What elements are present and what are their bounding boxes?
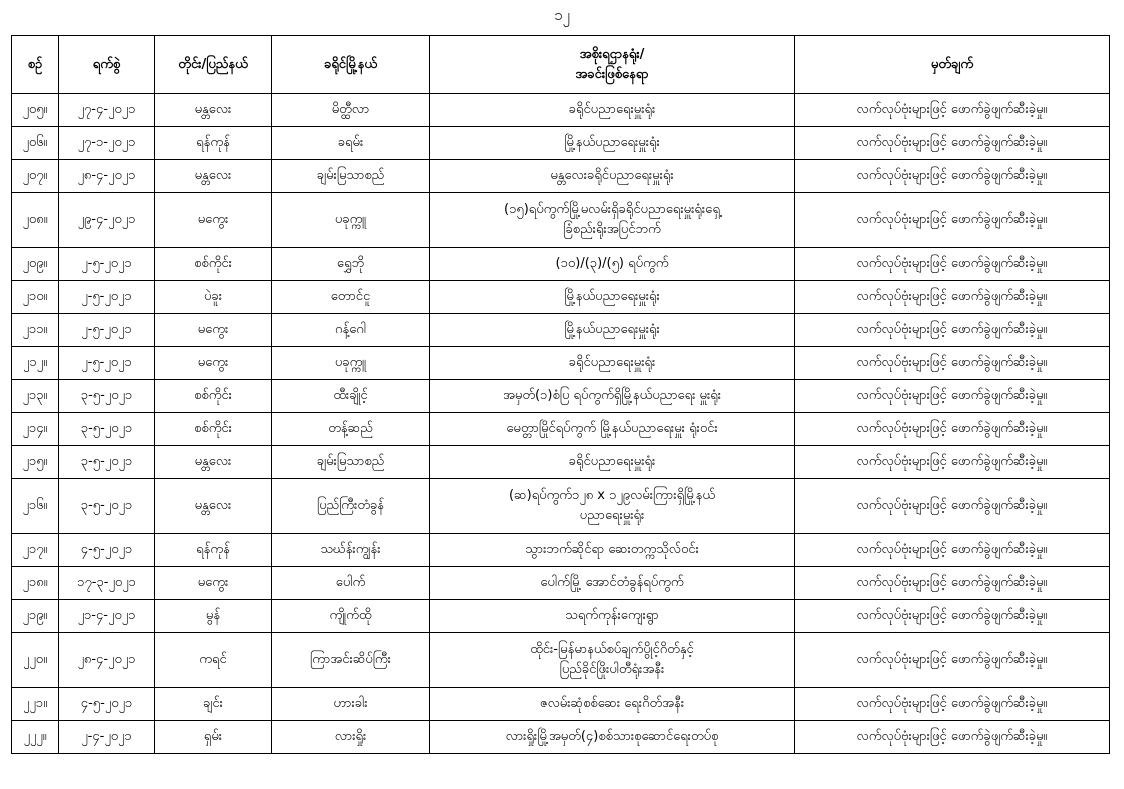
cell-office: (၁၀)/(၃)/(၅) ရပ်ကွက် [430,248,795,281]
cell-region: မွန် [155,600,272,633]
table-row [12,380,1110,413]
cell-no: ၂၁၀။ [12,281,59,314]
header-date: ရက်စွဲ [59,36,155,94]
cell-no: ၂၀၆။ [12,127,59,160]
cell-office: ခရိုင်ပညာရေးမှူးရုံး [430,446,795,479]
cell-remark: လက်လုပ်ဗုံးများဖြင့် ဖောက်ခွဲဖျက်ဆီးခဲ့မှု။ [795,534,1110,567]
cell-office: မြို့နယ်ပညာရေးမှူးရုံး [430,281,795,314]
cell-region: ရှမ်း [155,721,272,754]
table-row [12,94,1110,127]
cell-township: ပခုက္ကူ [272,193,430,248]
cell-office-line1: ထိုင်း-မြန်မာနယ်စပ်ချက်ပွိုင့်ဂိတ်နှင့် [530,642,694,657]
header-office-line1: အစိုးရဌာနရုံး/ [579,46,645,62]
header-township: ခရိုင်မြို့နယ် [272,36,430,94]
table-row [12,633,1110,688]
cell-no: ၂၀၉။ [12,248,59,281]
cell-no: ၂၁၉။ [12,600,59,633]
cell-township: ချမ်းမြသာစည် [272,446,430,479]
table-row [12,534,1110,567]
cell-remark: လက်လုပ်ဗုံးများဖြင့် ဖောက်ခွဲဖျက်ဆီးခဲ့မှု။ [795,413,1110,446]
table-row [12,721,1110,754]
cell-office: ခရိုင်ပညာရေးမှူးရုံး [430,94,795,127]
cell-office [430,633,795,688]
cell-region: မန္တလေး [155,446,272,479]
cell-remark: လက်လုပ်ဗုံးများဖြင့် ဖောက်ခွဲဖျက်ဆီးခဲ့မှု။ [795,314,1110,347]
header-office-line2: အခင်းဖြစ်နေရာ [575,66,649,82]
cell-region: စစ်ကိုင်း [155,248,272,281]
cell-date: ၂-၅-၂၀၂၁ [59,314,155,347]
cell-office-line1: (ဆ)ရပ်ကွက်၁၂၈ x ၁၂၉လမ်းကြားရှိမြို့နယ် [508,488,716,503]
cell-region: မန္တလေး [155,479,272,534]
cell-township: မိတ္ထီလာ [272,94,430,127]
cell-no: ၂၁၅။ [12,446,59,479]
cell-office: အမှတ်(၁)စံပြ ရပ်ကွက်ရှိမြို့နယ်ပညာရေး မှူးရုံး [430,380,795,413]
cell-date: ၂-၅-၂၀၂၁ [59,347,155,380]
cell-township: ဟားခါး [272,688,430,721]
cell-no: ၂၁၂။ [12,347,59,380]
cell-date: ၄-၅-၂၀၂၁ [59,688,155,721]
cell-office: လားရှိုးမြို့အမှတ်(၄)စစ်သားစုဆောင်ရေးတပ်စု [430,721,795,754]
cell-township: ထီးချိုင့် [272,380,430,413]
cell-township: လားရှိုး [272,721,430,754]
cell-no: ၂၁၈။ [12,567,59,600]
table-row [12,688,1110,721]
cell-date: ၃-၅-၂၀၂၁ [59,380,155,413]
cell-remark: လက်လုပ်ဗုံးများဖြင့် ဖောက်ခွဲဖျက်ဆီးခဲ့မှု။ [795,567,1110,600]
cell-township: ဂန့်ဂေါ [272,314,430,347]
header-office [430,36,795,94]
table-row [12,413,1110,446]
cell-region: ချင်း [155,688,272,721]
cell-region: ကရင် [155,633,272,688]
cell-date: ၂၉-၄-၂၀၂၁ [59,193,155,248]
cell-date: ၄-၅-၂၀၂၁ [59,534,155,567]
cell-township: ချမ်းမြသာစည် [272,160,430,193]
table-header-row [12,36,1110,94]
cell-office: မေတ္တာမြိုင်ရပ်ကွက် မြို့နယ်ပညာရေးမှူး ရုံးဝင်း [430,413,795,446]
table-row [12,193,1110,248]
cell-township: ကျိုက်ထို [272,600,430,633]
cell-region: မကွေး [155,567,272,600]
cell-office-line2: ပညာရေးမှူးရုံး [579,508,645,523]
cell-township: တန့်ဆည် [272,413,430,446]
cell-township: ခရမ်း [272,127,430,160]
cell-date: ၂၁-၄-၂၀၂၁ [59,600,155,633]
cell-region: ရန်ကုန် [155,127,272,160]
cell-office-line2: ခြံစည်းရိုးအပြင်ဘက် [563,222,661,237]
cell-date: ၂-၅-၂၀၂၁ [59,248,155,281]
header-remark: မှတ်ချက် [795,36,1110,94]
table-row [12,479,1110,534]
incident-table [11,35,1110,754]
cell-no: ၂၀၈။ [12,193,59,248]
cell-office: ပေါက်မြို့ အောင်တံခွန်ရပ်ကွက် [430,567,795,600]
table-row [12,567,1110,600]
cell-office: သွားဘက်ဆိုင်ရာ ဆေးတက္ကသိုလ်ဝင်း [430,534,795,567]
header-region: တိုင်း/ပြည်နယ် [155,36,272,94]
cell-office: မြို့နယ်ပညာရေးမှူးရုံး [430,127,795,160]
cell-remark: လက်လုပ်ဗုံးများဖြင့် ဖောက်ခွဲဖျက်ဆီးခဲ့မှု။ [795,446,1110,479]
cell-remark: လက်လုပ်ဗုံးများဖြင့် ဖောက်ခွဲဖျက်ဆီးခဲ့မှု။ [795,127,1110,160]
cell-region: မန္တလေး [155,94,272,127]
cell-no: ၂၂၀။ [12,633,59,688]
cell-region: စစ်ကိုင်း [155,380,272,413]
cell-office: မြို့နယ်ပညာရေးမှူးရုံး [430,314,795,347]
table-row [12,248,1110,281]
cell-remark: လက်လုပ်ဗုံးများဖြင့် ဖောက်ခွဲဖျက်ဆီးခဲ့မှု။ [795,281,1110,314]
cell-region: မကွေး [155,347,272,380]
cell-date: ၂-၅-၂၀၂၁ [59,281,155,314]
table-row [12,347,1110,380]
header-no: စဉ် [12,36,59,94]
cell-no: ၂၁၆။ [12,479,59,534]
cell-region: စစ်ကိုင်း [155,413,272,446]
cell-date: ၂၈-၄-၂၀၂၁ [59,160,155,193]
cell-township: ပြည်ကြီးတံခွန် [272,479,430,534]
cell-office-line2: ပြည်ခိုင်ဖြိုးပါတီရုံးအနီး [559,662,665,677]
cell-remark: လက်လုပ်ဗုံးများဖြင့် ဖောက်ခွဲဖျက်ဆီးခဲ့မှု။ [795,721,1110,754]
cell-date: ၃-၅-၂၀၂၁ [59,446,155,479]
cell-township: ပခုက္ကူ [272,347,430,380]
cell-remark: လက်လုပ်ဗုံးများဖြင့် ဖောက်ခွဲဖျက်ဆီးခဲ့မှု။ [795,688,1110,721]
cell-remark: လက်လုပ်ဗုံးများဖြင့် ဖောက်ခွဲဖျက်ဆီးခဲ့မှု။ [795,347,1110,380]
cell-no: ၂၁၁။ [12,314,59,347]
cell-office-line1: (၁၅)ရပ်ကွက်မြို့မလမ်းရှိခရိုင်ပညာရေးမှူးရုံးရှေ့ [504,202,720,217]
cell-no: ၂၂၂။ [12,721,59,754]
cell-no: ၂၂၁။ [12,688,59,721]
cell-date: ၃-၅-၂၀၂၁ [59,479,155,534]
cell-township: ရွှေဘို [272,248,430,281]
cell-remark: လက်လုပ်ဗုံးများဖြင့် ဖောက်ခွဲဖျက်ဆီးခဲ့မှု။ [795,160,1110,193]
cell-township: တောင်ငူ [272,281,430,314]
cell-remark: လက်လုပ်ဗုံးများဖြင့် ဖောက်ခွဲဖျက်ဆီးခဲ့မှု။ [795,193,1110,248]
cell-office: ဇလမ်းဆုံစစ်ဆေး ရေးဂိတ်အနီး [430,688,795,721]
cell-region: မကွေး [155,314,272,347]
cell-office: သရက်ကုန်းကျေးရွာ [430,600,795,633]
cell-office: မန္တလေးခရိုင်ပညာရေးမှူးရုံး [430,160,795,193]
cell-remark: လက်လုပ်ဗုံးများဖြင့် ဖောက်ခွဲဖျက်ဆီးခဲ့မှု။ [795,248,1110,281]
cell-date: ၂၈-၄-၂၀၂၁ [59,633,155,688]
cell-date: ၁၇-၃-၂၀၂၁ [59,567,155,600]
cell-no: ၂၁၃။ [12,380,59,413]
cell-date: ၂၇-၁-၂၀၂၁ [59,127,155,160]
cell-region: ပဲခူး [155,281,272,314]
table-row [12,127,1110,160]
cell-date: ၂-၄-၂၀၂၁ [59,721,155,754]
cell-remark: လက်လုပ်ဗုံးများဖြင့် ဖောက်ခွဲဖျက်ဆီးခဲ့မှု။ [795,479,1110,534]
cell-date: ၃-၅-၂၀၂၁ [59,413,155,446]
cell-office [430,193,795,248]
table-row [12,314,1110,347]
cell-no: ၂၁၄။ [12,413,59,446]
cell-region: မကွေး [155,193,272,248]
cell-no: ၂၀၇။ [12,160,59,193]
cell-date: ၂၇-၄-၂၀၂၁ [59,94,155,127]
table-row [12,600,1110,633]
cell-remark: လက်လုပ်ဗုံးများဖြင့် ဖောက်ခွဲဖျက်ဆီးခဲ့မှု။ [795,380,1110,413]
cell-township: ကြာအင်းဆိပ်ကြီး [272,633,430,688]
cell-no: ၂၁၇။ [12,534,59,567]
cell-remark: လက်လုပ်ဗုံးများဖြင့် ဖောက်ခွဲဖျက်ဆီးခဲ့မှု။ [795,633,1110,688]
cell-office [430,479,795,534]
cell-township: သဃ်န်းကျွန်း [272,534,430,567]
table-row [12,446,1110,479]
cell-no: ၂၀၅။ [12,94,59,127]
table-row [12,281,1110,314]
cell-office: ခရိုင်ပညာရေးမှူးရုံး [430,347,795,380]
cell-remark: လက်လုပ်ဗုံးများဖြင့် ဖောက်ခွဲဖျက်ဆီးခဲ့မှု။ [795,94,1110,127]
cell-township: ပေါက် [272,567,430,600]
cell-region: ရန်ကုန် [155,534,272,567]
page-number: ၁၂ [554,6,570,24]
cell-remark: လက်လုပ်ဗုံးများဖြင့် ဖောက်ခွဲဖျက်ဆီးခဲ့မှု။ [795,600,1110,633]
table-row [12,160,1110,193]
cell-region: မန္တလေး [155,160,272,193]
